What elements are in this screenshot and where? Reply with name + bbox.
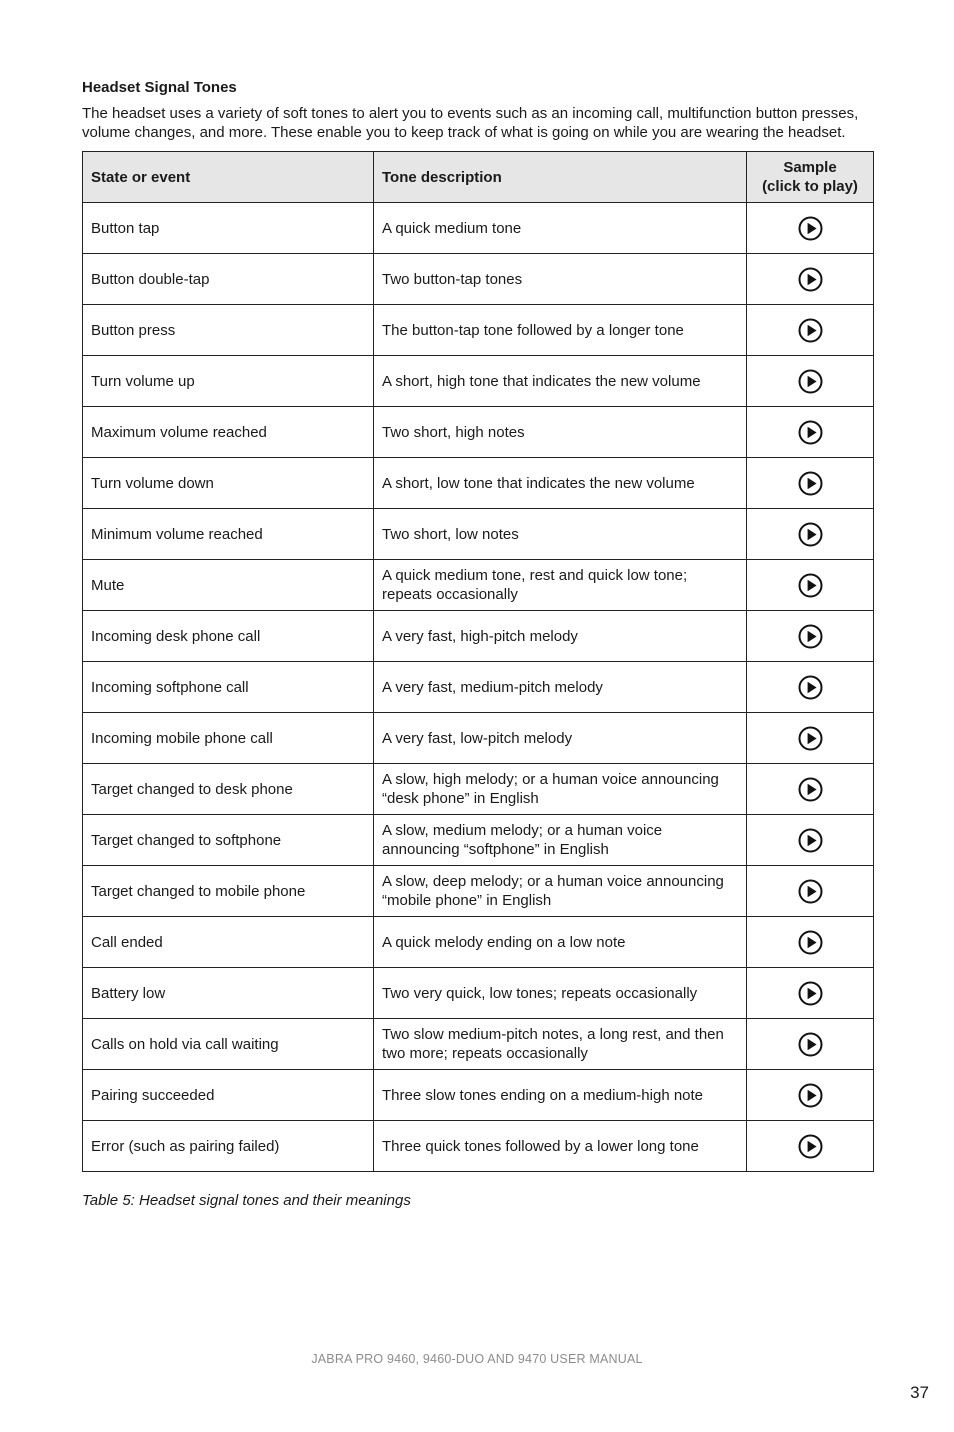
description-cell: A short, low tone that indicates the new volume (374, 458, 747, 509)
table-row (83, 407, 874, 458)
sample-cell (747, 662, 874, 713)
play-circle-icon (798, 726, 823, 751)
sample-cell (747, 917, 874, 968)
play-sample-button[interactable] (798, 471, 823, 496)
sample-cell (747, 1121, 874, 1172)
play-sample-button[interactable] (798, 369, 823, 394)
state-cell: Maximum volume reached (83, 407, 374, 458)
state-cell: Incoming softphone call (83, 662, 374, 713)
sample-cell (747, 458, 874, 509)
play-circle-icon (798, 420, 823, 445)
sample-cell (747, 713, 874, 764)
sample-cell (747, 764, 874, 815)
signal-tones-table (82, 151, 874, 1172)
table-row (83, 764, 874, 815)
table-row (83, 611, 874, 662)
sample-cell (747, 254, 874, 305)
sample-cell (747, 968, 874, 1019)
sample-cell (747, 1019, 874, 1070)
state-cell: Call ended (83, 917, 374, 968)
play-sample-button[interactable] (798, 777, 823, 802)
play-sample-button[interactable] (798, 573, 823, 598)
state-cell: Button press (83, 305, 374, 356)
section-intro: The headset uses a variety of soft tones to alert you to events such as an incoming call, multifunction button presses, volume changes, and more. These enable you to keep track of what is going on while you are wearing the headset. (82, 105, 859, 141)
play-circle-icon (798, 1134, 823, 1159)
state-cell: Battery low (83, 968, 374, 1019)
description-cell: Two short, high notes (374, 407, 747, 458)
table-row (83, 1121, 874, 1172)
description-cell: A very fast, medium-pitch melody (374, 662, 747, 713)
table-row (83, 560, 874, 611)
table-row (83, 1070, 874, 1121)
state-cell: Turn volume up (83, 356, 374, 407)
table-row (83, 968, 874, 1019)
header-sample (747, 152, 874, 203)
table-row (83, 509, 874, 560)
description-cell: A short, high tone that indicates the new volume (374, 356, 747, 407)
play-sample-button[interactable] (798, 1134, 823, 1159)
play-sample-button[interactable] (798, 1083, 823, 1108)
play-circle-icon (798, 216, 823, 241)
state-cell: Mute (83, 560, 374, 611)
description-cell: A very fast, high-pitch melody (374, 611, 747, 662)
play-circle-icon (798, 828, 823, 853)
description-cell: A slow, medium melody; or a human voice announcing “softphone” in English (374, 815, 747, 866)
table-row (83, 305, 874, 356)
play-circle-icon (798, 981, 823, 1006)
state-cell: Target changed to mobile phone (83, 866, 374, 917)
play-sample-button[interactable] (798, 879, 823, 904)
description-cell: A quick medium tone (374, 203, 747, 254)
table-row (83, 203, 874, 254)
play-sample-button[interactable] (798, 726, 823, 751)
table-row (83, 254, 874, 305)
play-circle-icon (798, 471, 823, 496)
state-cell: Button tap (83, 203, 374, 254)
table-row (83, 713, 874, 764)
description-cell: A quick melody ending on a low note (374, 917, 747, 968)
state-cell: Button double-tap (83, 254, 374, 305)
play-sample-button[interactable] (798, 318, 823, 343)
play-sample-button[interactable] (798, 522, 823, 547)
footer-manual-title: JABRA PRO 9460, 9460-DUO AND 9470 USER MANUAL (311, 1352, 643, 1366)
state-cell: Target changed to desk phone (83, 764, 374, 815)
play-circle-icon (798, 522, 823, 547)
description-cell: Two slow medium-pitch notes, a long rest, and then two more; repeats occasionally (374, 1019, 747, 1070)
play-sample-button[interactable] (798, 675, 823, 700)
table-row (83, 458, 874, 509)
play-circle-icon (798, 369, 823, 394)
state-cell: Incoming mobile phone call (83, 713, 374, 764)
state-cell: Calls on hold via call waiting (83, 1019, 374, 1070)
table-row (83, 356, 874, 407)
play-circle-icon (798, 777, 823, 802)
state-cell: Minimum volume reached (83, 509, 374, 560)
table-body (83, 203, 874, 1172)
play-circle-icon (798, 1032, 823, 1057)
description-cell: Two button-tap tones (374, 254, 747, 305)
description-cell: Three quick tones followed by a lower long tone (374, 1121, 747, 1172)
header-sample-line1: Sample (783, 159, 837, 176)
description-cell: Three slow tones ending on a medium-high note (374, 1070, 747, 1121)
table-caption: Table 5: Headset signal tones and their meanings (82, 1192, 411, 1209)
sample-cell (747, 407, 874, 458)
play-sample-button[interactable] (798, 420, 823, 445)
play-circle-icon (798, 624, 823, 649)
play-sample-button[interactable] (798, 981, 823, 1006)
play-circle-icon (798, 675, 823, 700)
sample-cell (747, 611, 874, 662)
description-cell: Two very quick, low tones; repeats occasionally (374, 968, 747, 1019)
table-row (83, 662, 874, 713)
play-circle-icon (798, 930, 823, 955)
play-circle-icon (798, 879, 823, 904)
description-cell: A quick medium tone, rest and quick low tone; repeats occasionally (374, 560, 747, 611)
sample-cell (747, 560, 874, 611)
description-cell: A slow, deep melody; or a human voice announcing “mobile phone” in English (374, 866, 747, 917)
sample-cell (747, 203, 874, 254)
play-sample-button[interactable] (798, 624, 823, 649)
description-cell: The button-tap tone followed by a longer tone (374, 305, 747, 356)
state-cell: Target changed to softphone (83, 815, 374, 866)
play-circle-icon (798, 267, 823, 292)
header-description: Tone description (374, 152, 747, 203)
play-sample-button[interactable] (798, 930, 823, 955)
sample-cell (747, 866, 874, 917)
description-cell: Two short, low notes (374, 509, 747, 560)
state-cell: Turn volume down (83, 458, 374, 509)
state-cell: Pairing succeeded (83, 1070, 374, 1121)
page-number: 37 (910, 1383, 929, 1402)
sample-cell (747, 1070, 874, 1121)
play-circle-icon (798, 1083, 823, 1108)
sample-cell (747, 356, 874, 407)
play-circle-icon (798, 318, 823, 343)
table-header-row (83, 152, 874, 203)
sample-cell (747, 305, 874, 356)
play-sample-button[interactable] (798, 267, 823, 292)
table-row (83, 815, 874, 866)
state-cell: Incoming desk phone call (83, 611, 374, 662)
description-cell: A very fast, low-pitch melody (374, 713, 747, 764)
page-content (82, 78, 873, 1211)
play-sample-button[interactable] (798, 216, 823, 241)
section-title: Headset Signal Tones (82, 79, 237, 96)
table-row (83, 1019, 874, 1070)
header-sample-line2: (click to play) (762, 178, 858, 195)
play-sample-button[interactable] (798, 1032, 823, 1057)
table-row (83, 866, 874, 917)
sample-cell (747, 509, 874, 560)
description-cell: A slow, high melody; or a human voice announcing “desk phone” in English (374, 764, 747, 815)
table-row (83, 917, 874, 968)
header-state: State or event (83, 152, 374, 203)
sample-cell (747, 815, 874, 866)
state-cell: Error (such as pairing failed) (83, 1121, 374, 1172)
play-circle-icon (798, 573, 823, 598)
play-sample-button[interactable] (798, 828, 823, 853)
